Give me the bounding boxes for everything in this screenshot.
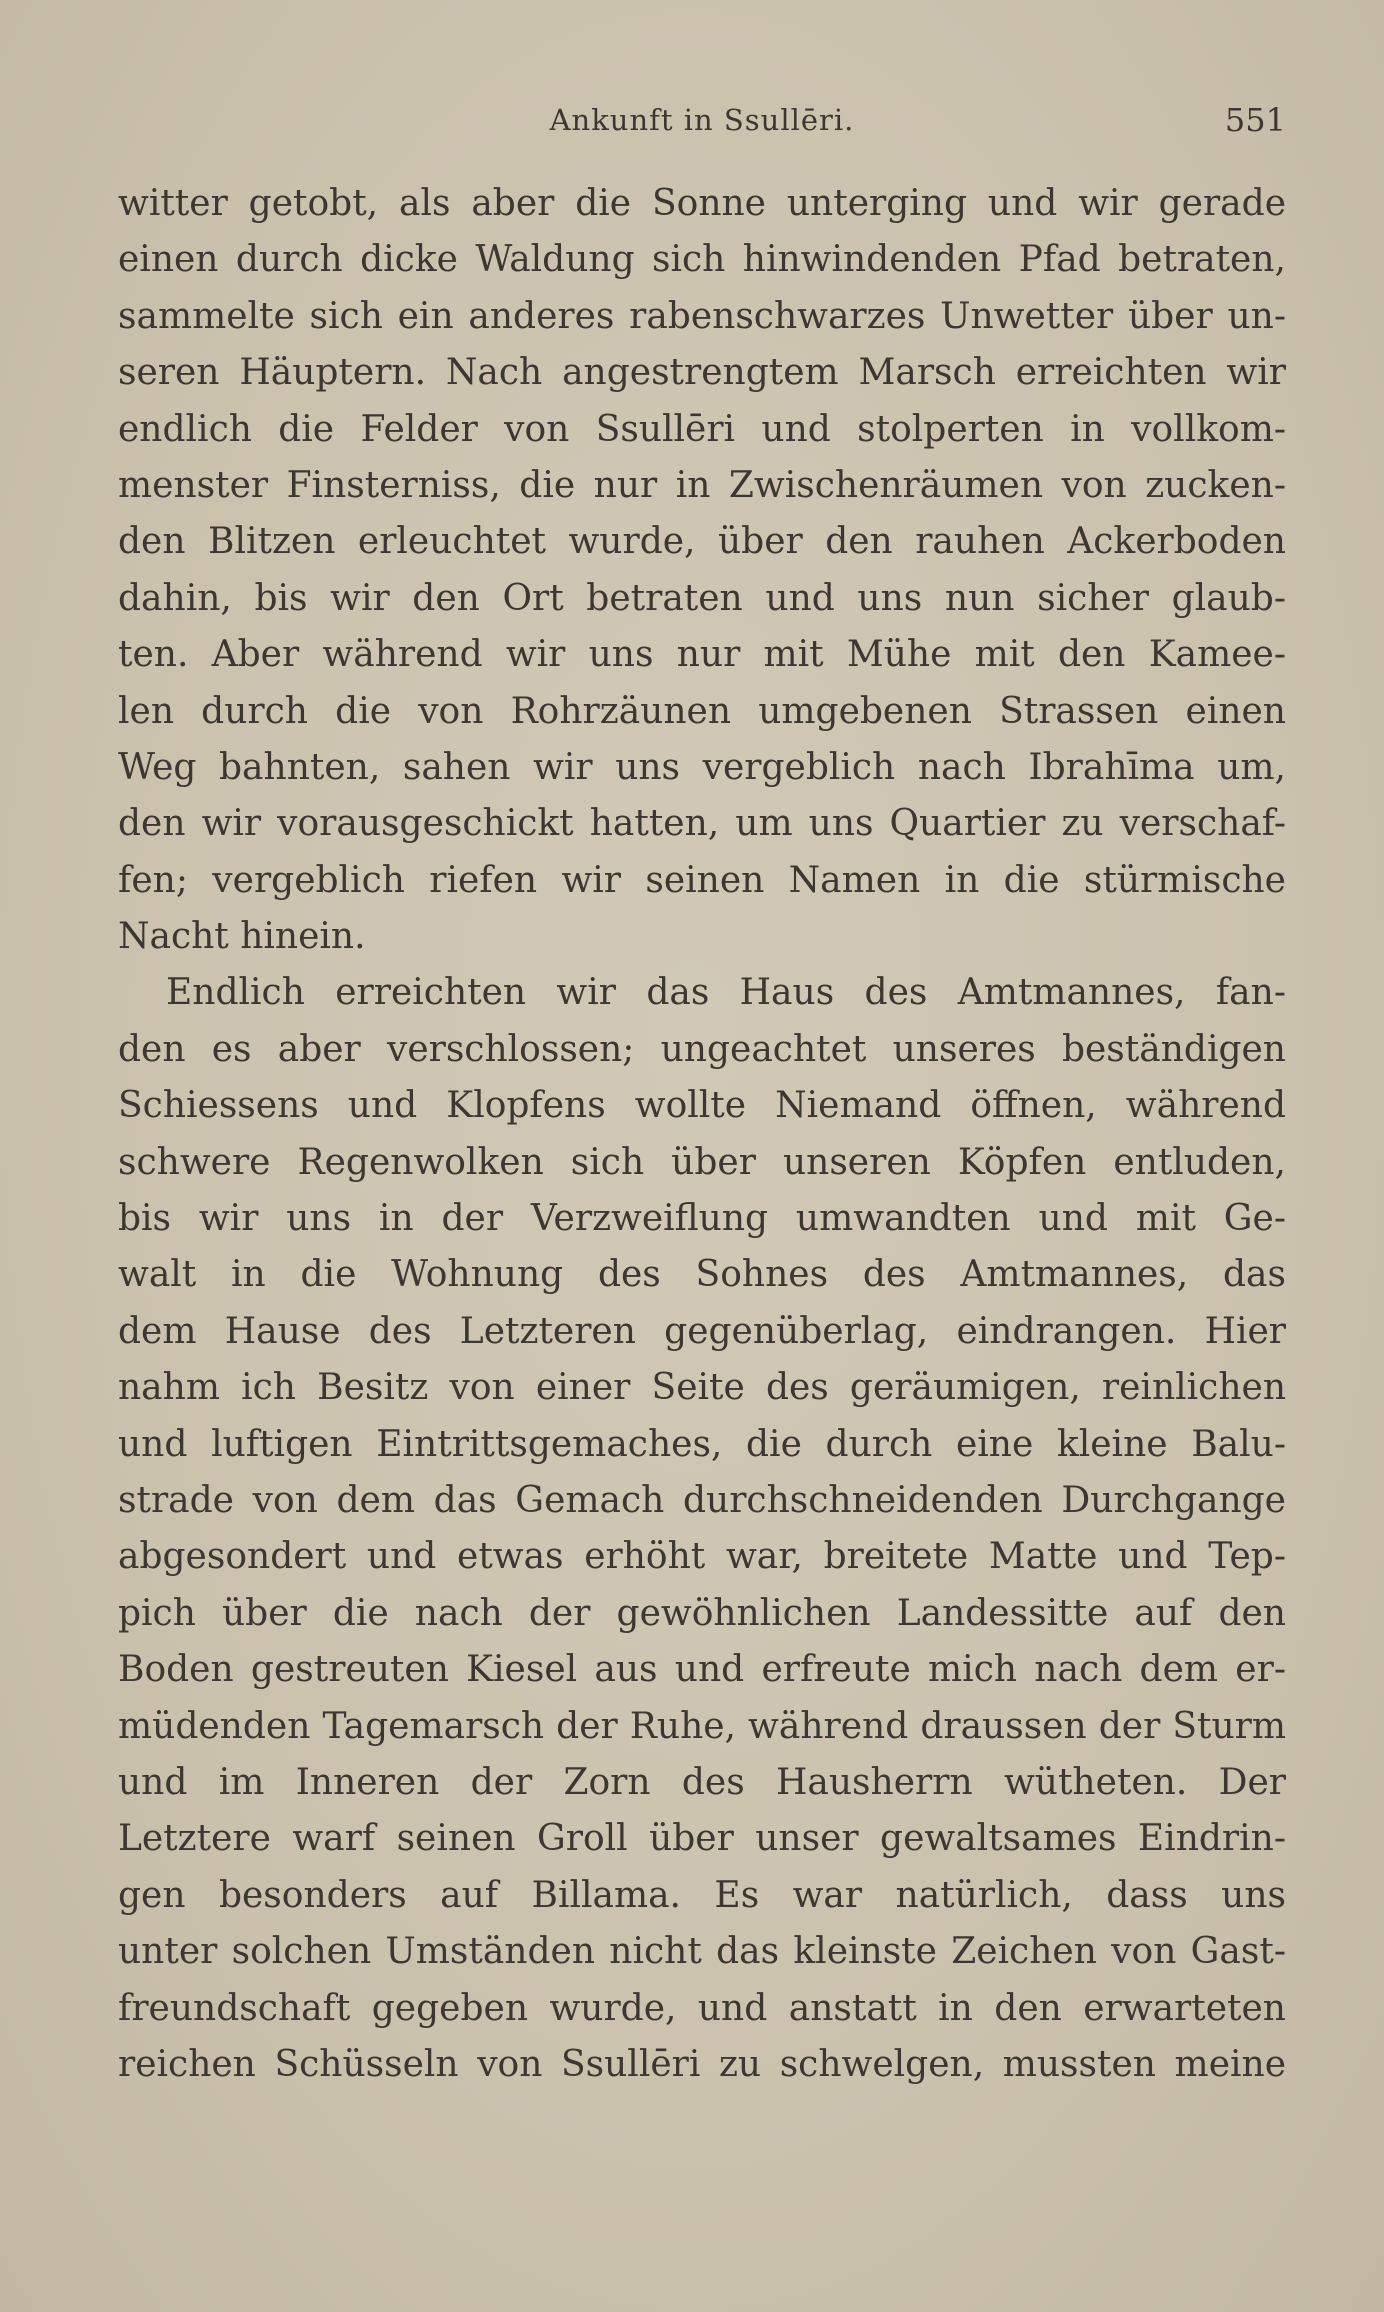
text-line: pich über die nach der gewöhnlichen Landessitte auf den <box>118 1592 1286 1634</box>
text-line: nahm ich Besitz von einer Seite des geräumigen, reinlichen <box>118 1367 1286 1409</box>
text-line: menster Finsterniss, die nur in Zwischenräumen von zucken- <box>118 464 1286 506</box>
text-line: den es aber verschlossen; ungeachtet unseres beständigen <box>118 1028 1286 1070</box>
text-line: len durch die von Rohrzäunen umgebenen Strassen einen <box>118 690 1286 732</box>
text-line: und im Inneren der Zorn des Hausherrn wütheten. Der <box>118 1761 1286 1803</box>
text-line: und luftigen Eintrittsgemaches, die durch eine kleine Balu- <box>118 1423 1286 1465</box>
text-line: Nacht hinein. <box>118 916 366 958</box>
text-line: freundschaft gegeben wurde, und anstatt in den erwarteten <box>118 1987 1286 2029</box>
text-line: bis wir uns in der Verzweiflung umwandten und mit Ge- <box>118 1198 1286 1240</box>
text-line: ten. Aber während wir uns nur mit Mühe mit den Kamee- <box>118 634 1286 676</box>
text-line: gen besonders auf Billama. Es war natürlich, dass uns <box>118 1874 1286 1916</box>
text-line: abgesondert und etwas erhöht war, breitete Matte und Tep- <box>118 1536 1286 1578</box>
text-line: Weg bahnten, sahen wir uns vergeblich nach Ibrahīma um, <box>118 746 1286 788</box>
paragraph-2 <box>118 965 1286 2093</box>
text-line: witter getobt, als aber die Sonne unterging und wir gerade <box>118 183 1286 224</box>
page-number: 551 <box>1224 101 1286 139</box>
text-line: reichen Schüsseln von Ssullēri zu schwelgen, mussten meine <box>118 2043 1286 2085</box>
text-line: Endlich erreichten wir das Haus des Amtmannes, fan- <box>166 972 1286 1014</box>
text-line: Letztere warf seinen Groll über unser gewaltsames Eindrin- <box>118 1818 1286 1860</box>
body-text <box>118 176 1286 2093</box>
running-title: Ankunft in Ssullēri. <box>549 103 855 137</box>
text-line: sammelte sich ein anderes rabenschwarzes Unwetter über un- <box>118 295 1286 337</box>
page-header <box>118 98 1286 142</box>
text-line: Schiessens und Klopfens wollte Niemand öffnen, während <box>118 1085 1286 1127</box>
text-line: Boden gestreuten Kiesel aus und erfreute mich nach dem er- <box>118 1649 1286 1691</box>
text-line: strade von dem das Gemach durchschneidenden Durchgange <box>118 1479 1286 1521</box>
text-line: fen; vergeblich riefen wir seinen Namen in die stürmische <box>118 859 1286 901</box>
text-line: den Blitzen erleuchtet wurde, über den rauhen Ackerboden <box>118 521 1286 563</box>
text-line: dem Hause des Letzteren gegenüberlag, eindrangen. Hier <box>118 1310 1286 1352</box>
text-line: walt in die Wohnung des Sohnes des Amtmannes, das <box>118 1254 1286 1296</box>
text-line: unter solchen Umständen nicht das kleinste Zeichen von Gast- <box>118 1931 1286 1973</box>
text-line: endlich die Felder von Ssullēri und stolperten in vollkom- <box>118 408 1286 450</box>
text-line: dahin, bis wir den Ort betraten und uns nun sicher glaub- <box>118 577 1286 619</box>
paragraph-1 <box>118 176 1286 965</box>
text-line: den wir vorausgeschickt hatten, um uns Quartier zu verschaf- <box>118 803 1286 845</box>
text-line: schwere Regenwolken sich über unseren Köpfen entluden, <box>118 1141 1286 1183</box>
text-line: müdenden Tagemarsch der Ruhe, während draussen der Sturm <box>118 1705 1286 1747</box>
text-line: seren Häuptern. Nach angestrengtem Marsch erreichten wir <box>118 352 1286 394</box>
text-line: einen durch dicke Waldung sich hinwindenden Pfad betraten, <box>118 239 1286 281</box>
